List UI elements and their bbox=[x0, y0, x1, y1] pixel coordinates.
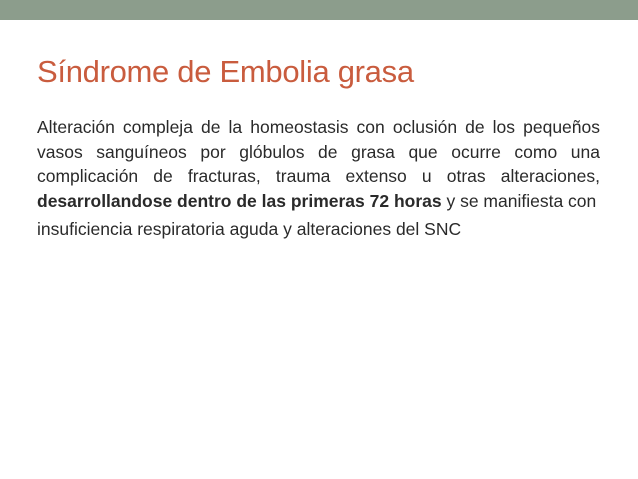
body-text-last-line: insuficiencia respiratoria aguda y alteraciones del SNC bbox=[37, 219, 462, 239]
body-text-emphasis: desarrollandose dentro de las primeras 72 horas bbox=[37, 190, 442, 211]
slide-title: Síndrome de Embolia grasa bbox=[37, 54, 414, 89]
body-paragraph bbox=[37, 115, 600, 213]
top-accent-bar bbox=[0, 0, 638, 20]
body-text-continuation: y se manifiesta con bbox=[441, 190, 597, 211]
body-text-intro: Alteración compleja de la homeostasis con oclusión de los pequeños vasos sanguíneos por glóbulos de grasa que ocurre como una complicación de fracturas, trauma extenso u otras alteraciones, bbox=[37, 117, 600, 186]
slide-body-text bbox=[37, 115, 600, 242]
